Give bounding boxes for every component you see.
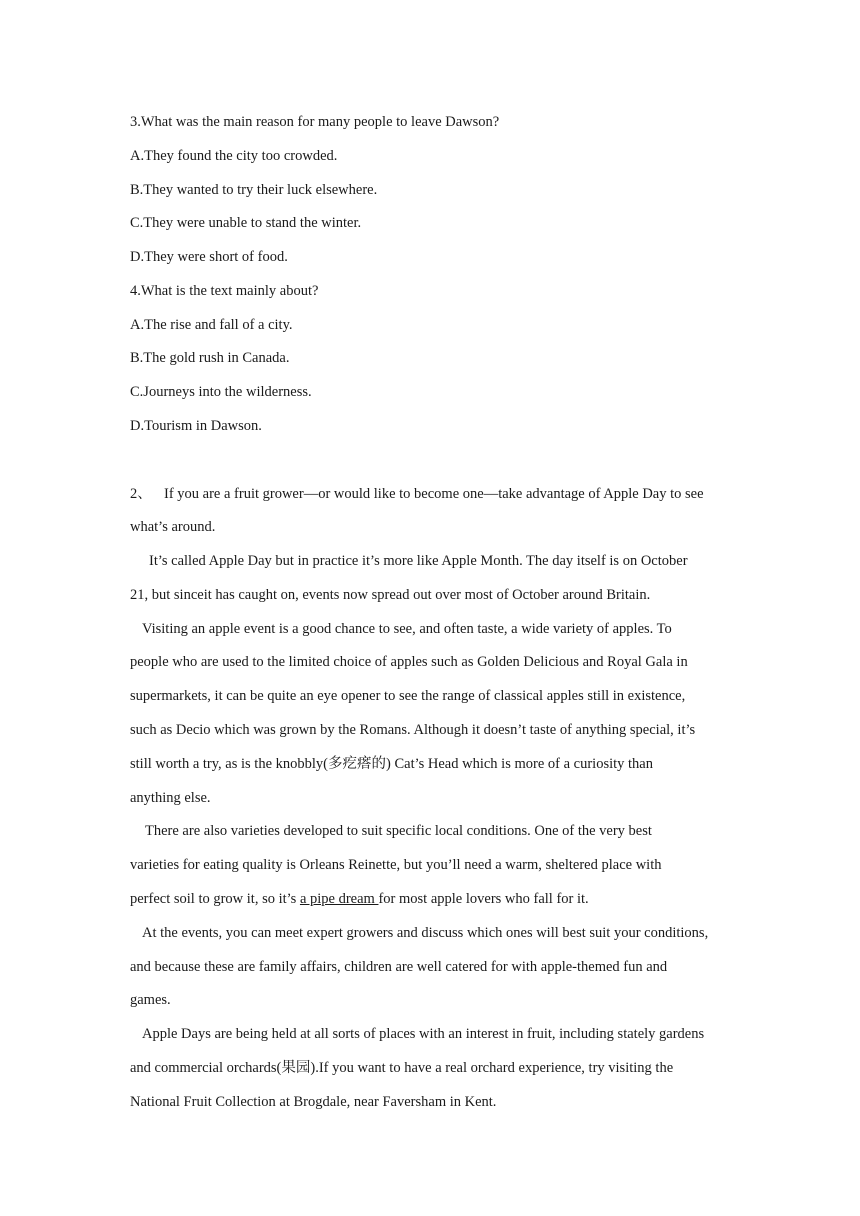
passage-line: varieties for eating quality is Orleans Reinette, but you’ll need a warm, sheltered place with	[130, 857, 662, 873]
passage-line: and commercial orchards(果园).If you want to have a real orchard experience, try visiting the	[130, 1060, 674, 1076]
passage-line: what’s around.	[130, 519, 216, 535]
passage-line: At the events, you can meet expert growers and discuss which ones will best suit your conditions,	[142, 925, 709, 941]
passage-text: for most apple lovers who fall for it.	[378, 891, 589, 907]
passage-line: National Fruit Collection at Brogdale, near Faversham in Kent.	[130, 1094, 497, 1110]
question-3-option-d: D.They were short of food.	[130, 249, 288, 265]
passage-line-underlined	[130, 890, 589, 908]
passage-line: 21, but sinceit has caught on, events now spread out over most of October around Britain.	[130, 587, 651, 603]
passage-line: still worth a try, as is the knobbly(多疙瘩的) Cat’s Head which is more of a curiosity than	[130, 756, 653, 772]
passage-line: and because these are family affairs, children are well catered for with apple-themed fun and	[130, 959, 668, 975]
question-3-option-a: A.They found the city too crowded.	[130, 148, 338, 164]
passage-line: supermarkets, it can be quite an eye opener to see the range of classical apples still in existence,	[130, 688, 686, 704]
question-4-option-b: B.The gold rush in Canada.	[130, 350, 290, 366]
passage-number: 2、	[130, 486, 152, 502]
question-4-option-c: C.Journeys into the wilderness.	[130, 384, 312, 400]
question-4-option-a: A.The rise and fall of a city.	[130, 317, 293, 333]
passage-line: There are also varieties developed to suit specific local conditions. One of the very best	[145, 823, 652, 839]
passage-line: If you are a fruit grower—or would like to become one—take advantage of Apple Day to see	[164, 486, 704, 502]
question-4-option-d: D.Tourism in Dawson.	[130, 418, 262, 434]
passage-line: such as Decio which was grown by the Romans. Although it doesn’t taste of anything special, it’s	[130, 722, 696, 738]
passage-line: Apple Days are being held at all sorts of places with an interest in fruit, including stately gardens	[142, 1026, 705, 1042]
question-3-option-c: C.They were unable to stand the winter.	[130, 215, 362, 231]
passage-line: It’s called Apple Day but in practice it’s more like Apple Month. The day itself is on October	[149, 553, 688, 569]
passage-line: Visiting an apple event is a good chance to see, and often taste, a wide variety of apples. To	[142, 621, 672, 637]
passage-line: games.	[130, 992, 171, 1008]
question-3-option-b: B.They wanted to try their luck elsewhere.	[130, 182, 378, 198]
passage-line: anything else.	[130, 790, 211, 806]
underlined-phrase: a pipe dream	[299, 891, 379, 907]
passage-line: people who are used to the limited choice of apples such as Golden Delicious and Royal Gala in	[130, 654, 688, 670]
question-4-stem: 4.What is the text mainly about?	[130, 283, 319, 299]
question-3-stem: 3.What was the main reason for many people to leave Dawson?	[130, 114, 500, 130]
passage-text: perfect soil to grow it, so it’s	[130, 891, 300, 907]
